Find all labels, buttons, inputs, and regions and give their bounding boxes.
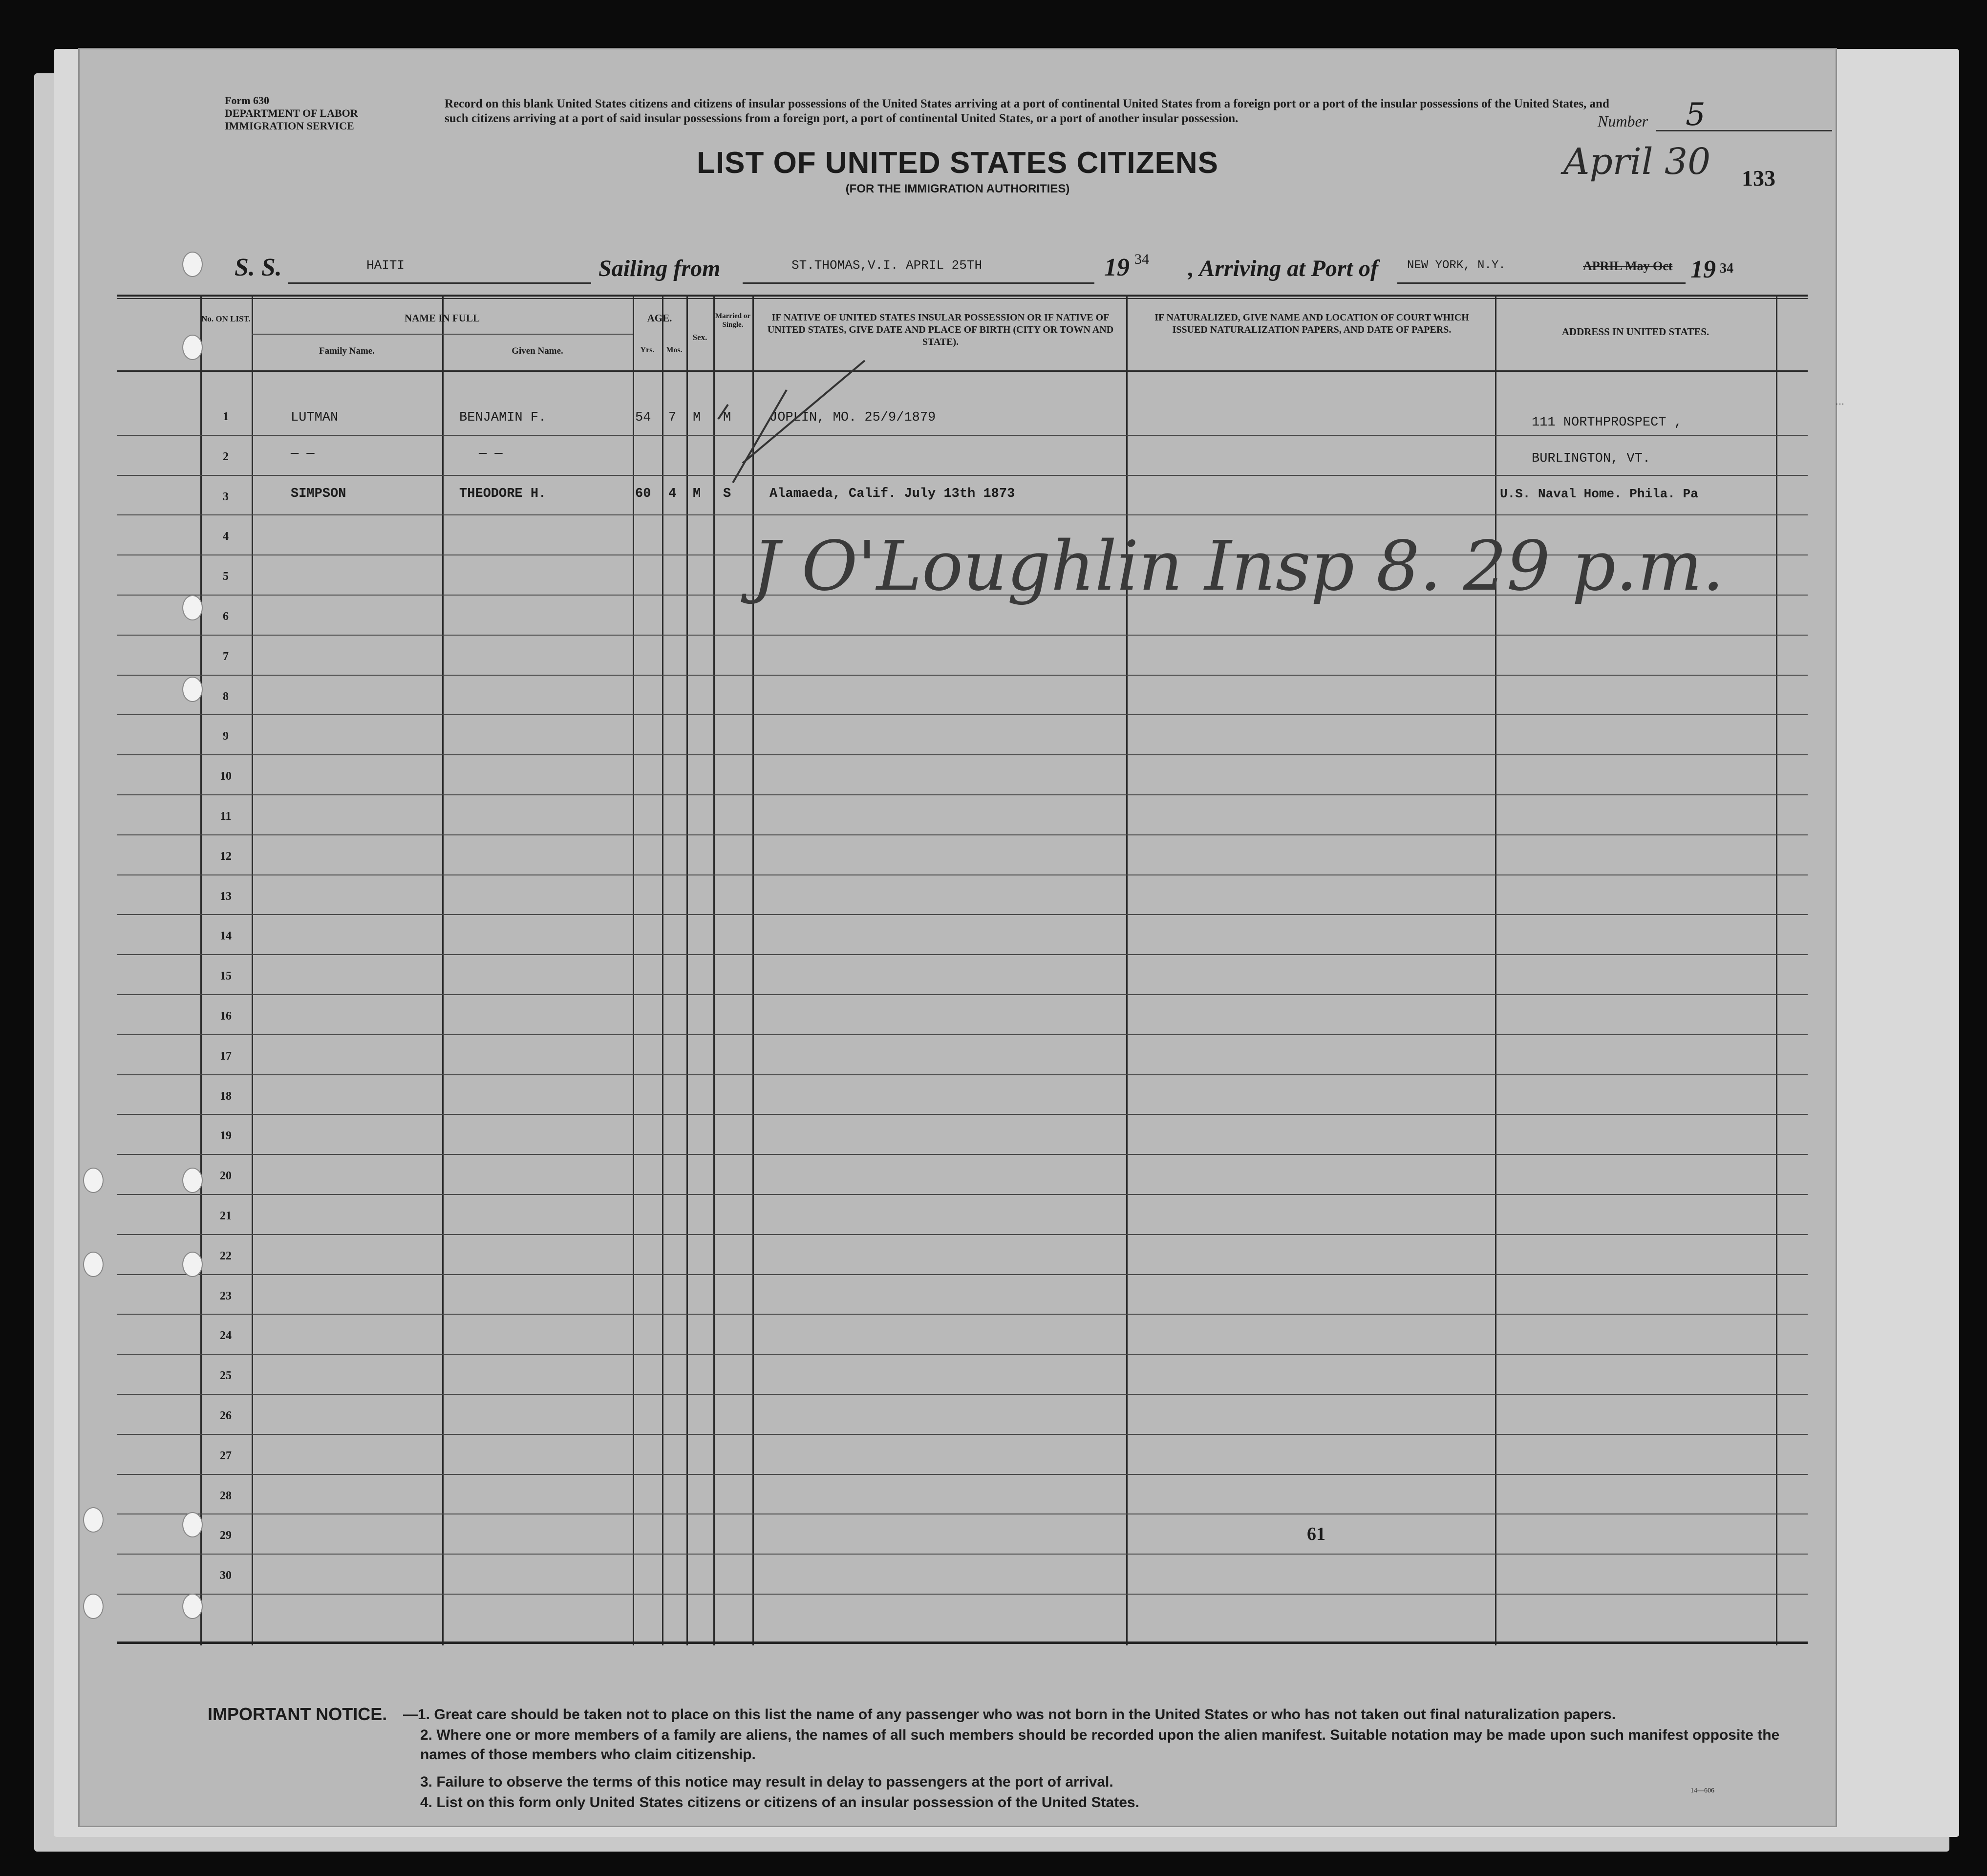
row-number: 10 bbox=[220, 770, 232, 783]
row-number: 17 bbox=[220, 1049, 232, 1063]
margin-mark: ⋮ bbox=[1835, 400, 1845, 408]
sailing-underline bbox=[743, 282, 1094, 284]
row-rule bbox=[117, 675, 1808, 676]
row-number: 8 bbox=[223, 690, 229, 703]
page-subtitle: (FOR THE IMMIGRATION AUTHORITIES) bbox=[845, 182, 1070, 195]
column-divider bbox=[1126, 295, 1128, 1645]
column-divider bbox=[686, 295, 688, 1645]
row-rule bbox=[117, 514, 1808, 515]
arriving-port: NEW YORK, N.Y. bbox=[1407, 259, 1506, 272]
row-rule bbox=[117, 435, 1808, 436]
number-value: 5 bbox=[1686, 97, 1706, 133]
row-3-family-name: SIMPSON bbox=[291, 487, 346, 501]
punch-hole bbox=[83, 1507, 104, 1533]
row-rule bbox=[117, 475, 1808, 476]
column-divider bbox=[442, 295, 444, 1645]
column-divider bbox=[633, 295, 634, 1645]
table-top-rule bbox=[117, 298, 1808, 299]
row-3-age-years: 60 bbox=[635, 487, 651, 501]
row-1-given-name: BENJAMIN F. bbox=[459, 410, 547, 425]
row-number: 19 bbox=[220, 1130, 232, 1143]
check-mark-icon bbox=[708, 351, 875, 488]
row-number: 4 bbox=[223, 530, 229, 543]
punch-hole bbox=[83, 1168, 104, 1193]
arriving-underline bbox=[1397, 282, 1686, 284]
notice-item-2: 2. Where one or more members of a family are aliens, the names of all such members should be recorded upon the alien manifest. Suitable notation may be made upon such manifest opposite the names of those members who claim citizenship. bbox=[420, 1727, 1780, 1763]
column-divider bbox=[200, 295, 202, 1645]
row-number: 5 bbox=[223, 570, 229, 583]
ship-name: HAITI bbox=[366, 258, 405, 273]
header-no-on-list: No. ON LIST. bbox=[201, 314, 251, 323]
header-address: ADDRESS IN UNITED STATES. bbox=[1561, 326, 1709, 338]
number-underline bbox=[1656, 130, 1832, 131]
row-1-age-months: 7 bbox=[668, 410, 677, 425]
row-3-address: U.S. Naval Home. Phila. Pa bbox=[1500, 487, 1698, 501]
header-sex: Sex. bbox=[692, 333, 707, 342]
row-number: 25 bbox=[220, 1369, 232, 1383]
sailing-label: Sailing from bbox=[598, 256, 721, 281]
row-rule bbox=[117, 635, 1808, 636]
page-title: LIST OF UNITED STATES CITIZENS bbox=[697, 146, 1218, 180]
punch-hole bbox=[182, 677, 203, 702]
form-identifier bbox=[225, 94, 358, 132]
row-number: 6 bbox=[223, 610, 229, 623]
header-given-name: Given Name. bbox=[512, 346, 563, 356]
row-number: 12 bbox=[220, 850, 232, 863]
column-divider bbox=[252, 295, 253, 1645]
row-rule bbox=[117, 1194, 1808, 1195]
punch-hole bbox=[182, 1512, 203, 1537]
row-rule bbox=[117, 1554, 1808, 1555]
row-rule bbox=[117, 1274, 1808, 1275]
sailing-year-prefix: 19 bbox=[1104, 254, 1130, 281]
row-rule bbox=[117, 1074, 1808, 1075]
row-rule bbox=[117, 1314, 1808, 1315]
header-sub-rule bbox=[252, 334, 633, 335]
row-rule bbox=[117, 1434, 1808, 1435]
row-rule bbox=[117, 914, 1808, 915]
handwritten-date: April 30 bbox=[1563, 141, 1711, 183]
struck-month: APRIL May Oct bbox=[1583, 259, 1673, 273]
row-1-address: 111 NORTHPROSPECT , bbox=[1532, 415, 1682, 430]
header-age: AGE. bbox=[647, 312, 672, 324]
column-divider bbox=[1495, 295, 1496, 1645]
header-mos: Mos. bbox=[666, 346, 683, 354]
instructions-text: Record on this blank United States citizens and citizens of insular possessions of the United States arriving at a port of continental United States from a foreign port or a port of the insular possessions of the United States, and such citizens arriving at a port of said insular possessions from a foreign port, a port of continental United States, or a port of another insular possession. bbox=[445, 97, 1609, 125]
row-rule bbox=[117, 874, 1808, 875]
manifest-page bbox=[78, 48, 1845, 1827]
row-number: 3 bbox=[223, 490, 229, 503]
punch-hole bbox=[182, 1168, 203, 1193]
header-bottom-rule bbox=[117, 370, 1808, 372]
ship-underline bbox=[288, 282, 591, 284]
row-number: 30 bbox=[220, 1569, 232, 1582]
service: IMMIGRATION SERVICE bbox=[225, 120, 354, 132]
row-number: 27 bbox=[220, 1449, 232, 1462]
row-number: 16 bbox=[220, 1010, 232, 1023]
punch-hole bbox=[182, 595, 203, 620]
row-number: 14 bbox=[220, 930, 232, 943]
header-native: IF NATIVE OF UNITED STATES INSULAR POSSESSION OR IF NATIVE OF UNITED STATES, GIVE DATE AND PLACE OF BIRTH (CITY OR TOWN AND STATE). bbox=[767, 312, 1114, 347]
row-number: 11 bbox=[220, 810, 232, 823]
row-number: 18 bbox=[220, 1089, 232, 1103]
table-top-rule bbox=[117, 295, 1808, 297]
row-2-given-name: — — bbox=[479, 447, 503, 461]
row-rule bbox=[117, 1234, 1808, 1235]
column-divider bbox=[662, 295, 663, 1645]
stamp-number: 61 bbox=[1307, 1524, 1325, 1544]
sailing-year-suffix: 34 bbox=[1134, 251, 1149, 267]
number-label: Number bbox=[1598, 112, 1648, 130]
row-number: 21 bbox=[220, 1210, 232, 1222]
row-number: 1 bbox=[223, 410, 229, 423]
row-number: 26 bbox=[220, 1409, 232, 1422]
form-number: Form 630 bbox=[225, 94, 270, 107]
header-family-name: Family Name. bbox=[319, 346, 375, 356]
row-3-given-name: THEODORE H. bbox=[459, 487, 547, 501]
row-rule bbox=[117, 1394, 1808, 1395]
row-1-family-name: LUTMAN bbox=[291, 410, 339, 425]
column-divider bbox=[713, 295, 715, 1645]
row-number: 22 bbox=[220, 1249, 232, 1262]
row-number: 13 bbox=[220, 890, 232, 903]
row-rule bbox=[117, 994, 1808, 995]
inspector-signature: J O'Loughlin Insp 8. 29 p.m. bbox=[752, 527, 1724, 606]
table-bottom-rule bbox=[117, 1642, 1808, 1644]
punch-hole bbox=[83, 1252, 104, 1277]
row-number: 23 bbox=[220, 1289, 232, 1302]
row-rule bbox=[117, 1154, 1808, 1155]
header-naturalized: IF NATURALIZED, GIVE NAME AND LOCATION OF COURT WHICH ISSUED NATURALIZATION PAPERS, AND DATE OF PAPERS. bbox=[1154, 312, 1469, 335]
punch-hole bbox=[83, 1594, 104, 1619]
row-number: 24 bbox=[220, 1329, 232, 1343]
row-3-age-months: 4 bbox=[668, 487, 677, 501]
punch-hole bbox=[182, 252, 203, 277]
row-rule bbox=[117, 834, 1808, 835]
row-number: 20 bbox=[220, 1170, 232, 1183]
row-number: 15 bbox=[220, 970, 232, 983]
page-number: 133 bbox=[1742, 166, 1775, 191]
notice-item-1: —1. Great care should be taken not to place on this list the name of any passenger who was not born in the United States or who has not taken out final naturalization papers. bbox=[403, 1706, 1616, 1723]
arriving-label: , Arriving at Port of bbox=[1188, 256, 1378, 281]
notice-title: IMPORTANT NOTICE. bbox=[208, 1704, 387, 1724]
row-number: 7 bbox=[223, 650, 229, 663]
row-3-married: S bbox=[723, 487, 731, 501]
row-3-sex: M bbox=[693, 487, 701, 501]
department: DEPARTMENT OF LABOR bbox=[225, 107, 358, 119]
row-number: 2 bbox=[223, 450, 229, 463]
row-rule bbox=[117, 1114, 1808, 1115]
row-rule bbox=[117, 954, 1808, 955]
row-rule bbox=[117, 1034, 1808, 1035]
header-married: Married or Single. bbox=[715, 312, 751, 329]
ss-label: S. S. bbox=[235, 254, 282, 281]
arrival-year-suffix: 34 bbox=[1720, 261, 1733, 276]
punch-hole bbox=[182, 335, 203, 360]
row-rule bbox=[117, 1594, 1808, 1595]
notice-item-4: 4. List on this form only United States citizens or citizens of an insular possession of the United States. bbox=[420, 1794, 1139, 1811]
header-name-in-full: NAME IN FULL bbox=[404, 312, 480, 324]
row-1-sex: M bbox=[693, 410, 701, 425]
notice-item-3: 3. Failure to observe the terms of this notice may result in delay to passengers at the port of arrival. bbox=[420, 1774, 1113, 1790]
row-2-family-name: — — bbox=[291, 447, 315, 461]
row-number: 28 bbox=[220, 1489, 232, 1502]
row-rule bbox=[117, 1474, 1808, 1475]
row-1-age-years: 54 bbox=[635, 410, 651, 425]
row-3-birth: Alamaeda, Calif. July 13th 1873 bbox=[769, 487, 1015, 501]
row-1-married: M bbox=[723, 410, 731, 425]
column-divider bbox=[752, 295, 754, 1645]
row-rule bbox=[117, 754, 1808, 755]
sailing-from: ST.THOMAS,V.I. APRIL 25TH bbox=[791, 258, 983, 273]
punch-hole bbox=[182, 1594, 203, 1619]
column-divider bbox=[1776, 295, 1777, 1645]
punch-hole bbox=[182, 1252, 203, 1277]
row-2-address: BURLINGTON, VT. bbox=[1532, 451, 1651, 466]
row-rule bbox=[117, 1354, 1808, 1355]
form-code: 14—606 bbox=[1690, 1787, 1714, 1794]
row-number: 29 bbox=[220, 1529, 232, 1542]
header-yrs: Yrs. bbox=[640, 346, 655, 354]
row-1-birth: JOPLIN, MO. 25/9/1879 bbox=[769, 410, 936, 425]
row-rule bbox=[117, 714, 1808, 715]
row-rule bbox=[117, 794, 1808, 795]
arrival-year-prefix: 19 bbox=[1690, 256, 1716, 283]
row-number: 9 bbox=[223, 730, 229, 743]
